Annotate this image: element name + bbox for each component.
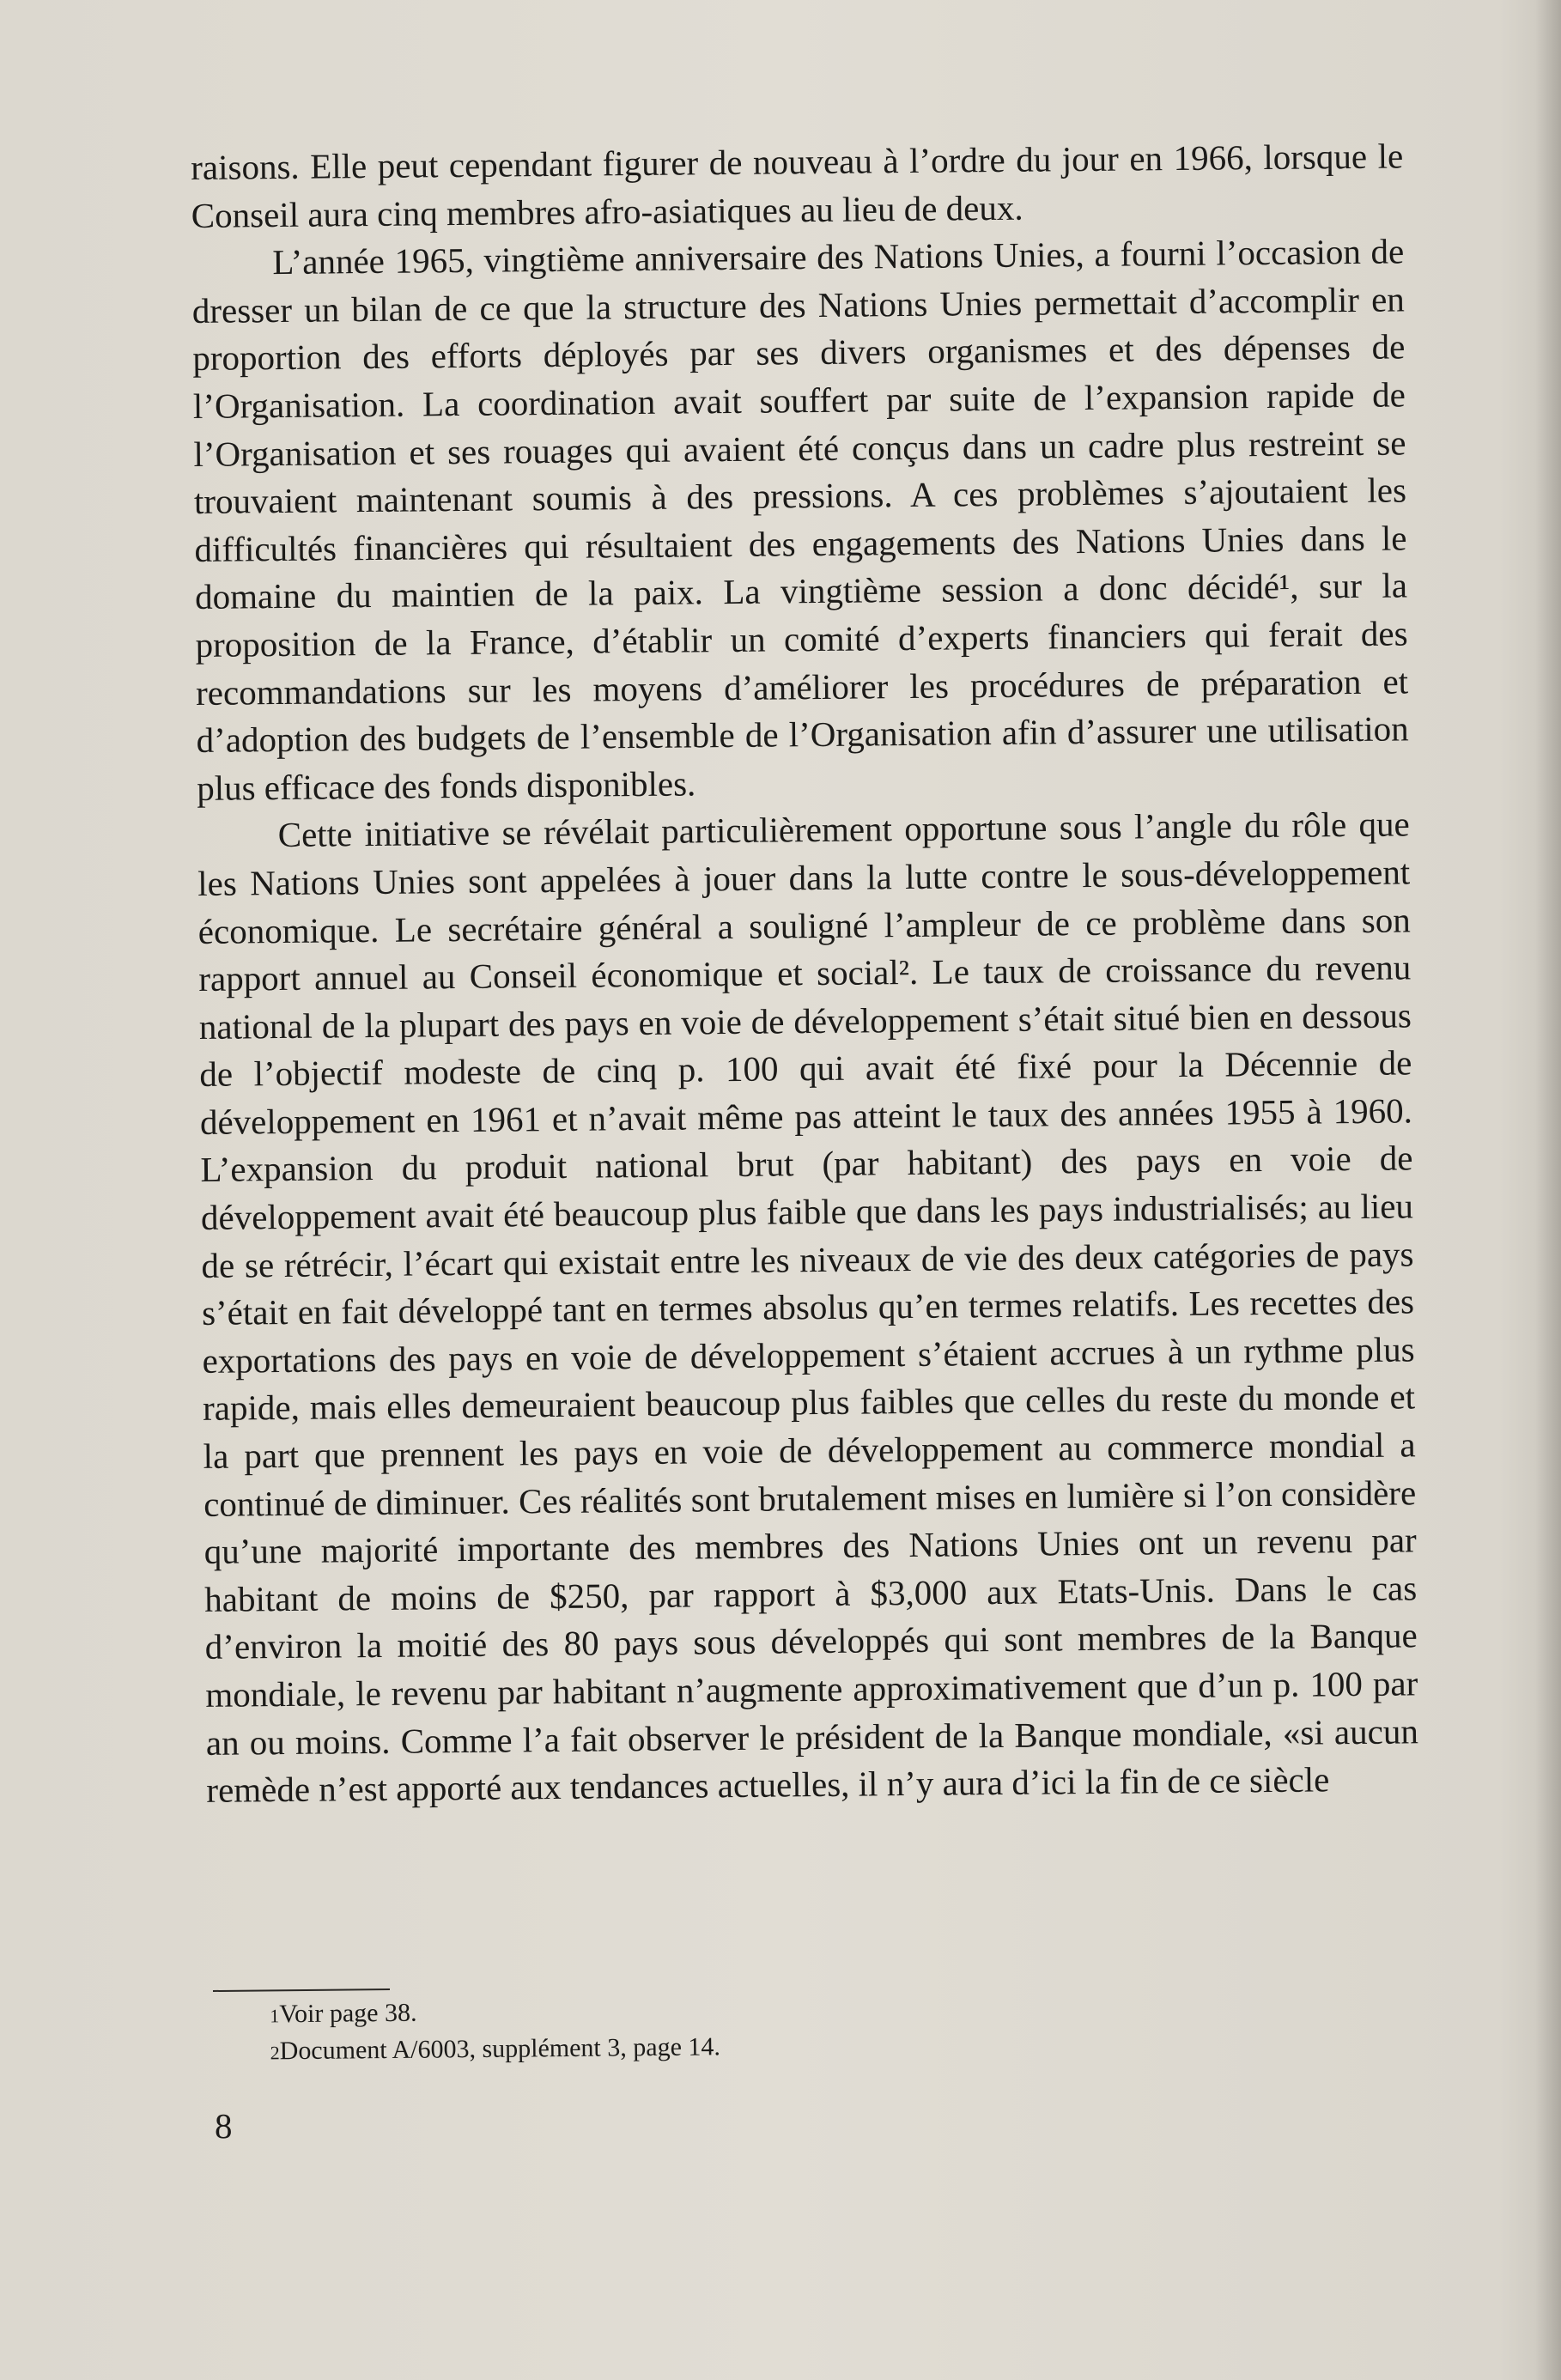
footnote-2 — [270, 2025, 1072, 2070]
page-number: 8 — [215, 2106, 233, 2146]
paragraph-continuation: raisons. Elle peut cependant figurer de nouveau à l’ordre du jour en 1966, lorsque le Conseil aura cinq membres afro-asiatiques au lieu de deux. — [191, 136, 1404, 235]
footnote-2-mark: 2 — [270, 2042, 280, 2064]
body-text — [191, 132, 1419, 1814]
footnote-2-text: Document A/6003, supplément 3, page 14. — [279, 2032, 721, 2066]
paragraph-development: Cette initiative se révélait particulièrement opportune sous l’angle du rôle que les Nations Unies sont appelées à jouer dans la lutte contre le sous-développement économique. Le secrétaire général a souligné l’ampleur de ce problème dans son rapport annuel au Conseil économique et social². Le taux de croissance du revenu national de la plupart des pays en voie de développement s’était situé bien en dessous de l’objectif modeste de cinq p. 100 qui avait été fixé pour la Décennie de développement en 1961 et n’avait même pas atteint le taux des années 1955 à 1960. L’expansion du produit national brut (par habitant) des pays en voie de développement avait été beaucoup plus faible que dans les pays industrialisés; au lieu de se rétrécir, l’écart qui existait entre les niveaux de vie des deux catégories de pays s’était en fait développé tant en termes absolus qu’en termes relatifs. Les recettes des exportations des pays en voie de développement s’étaient accrues à un rythme plus rapide, mais elles demeuraient beaucoup plus faibles que celles du reste du monde et la part que prennent les pays en voie de développement au commerce mondial a continué de diminuer. Ces réalités sont brutalement mises en lumière si l’on considère qu’une majorité importante des membres des Nations Unies ont un revenu par habitant de moins de $250, par rapport à $3,000 aux Etats-Unis. Dans le cas d’environ la moitié des 80 pays sous développés qui sont membres de la Banque mondiale, le revenu par habitant n’augmente approximativement que d’un p. 100 par an ou moins. Comme l’a fait observer le président de la Banque mondiale, «si aucun remède n’est apporté aux tendances actuelles, il n’y aura d’ici la fin de ce siècle — [197, 804, 1419, 1811]
footnote-1-text: Voir page 38. — [279, 1998, 417, 2029]
footnote-1-mark: 1 — [270, 2005, 280, 2027]
page-edge-shadow — [1535, 0, 1561, 2380]
footnote-rule — [213, 1988, 390, 1992]
footnotes — [213, 1982, 1072, 2071]
paragraph-anniversary: L’année 1965, vingtième anniversaire des Nations Unies, a fourni l’occasion de dresser un bilan de ce que la structure des Nations Unies permettait d’accomplir en proportion des efforts déployés par ses divers organismes et des dépenses de l’Organisation. La coordination avait souffert par suite de l’expansion rapide de l’Organisation et ses rouages qui avaient été conçus dans un cadre plus restreint se trouvaient maintenant soumis à des pressions. A ces problèmes s’ajoutaient les difficultés financières qui résultaient des engagements des Nations Unies dans le domaine du maintien de la paix. La vingtième session a donc décidé¹, sur la proposition de la France, d’établir un comité d’experts financiers qui ferait des recommandations sur les moyens d’améliorer les procédures de préparation et d’adoption des budgets de l’ensemble de l’Organisation afin d’assurer une utilisation plus efficace des fonds disponibles. — [191, 231, 1409, 808]
